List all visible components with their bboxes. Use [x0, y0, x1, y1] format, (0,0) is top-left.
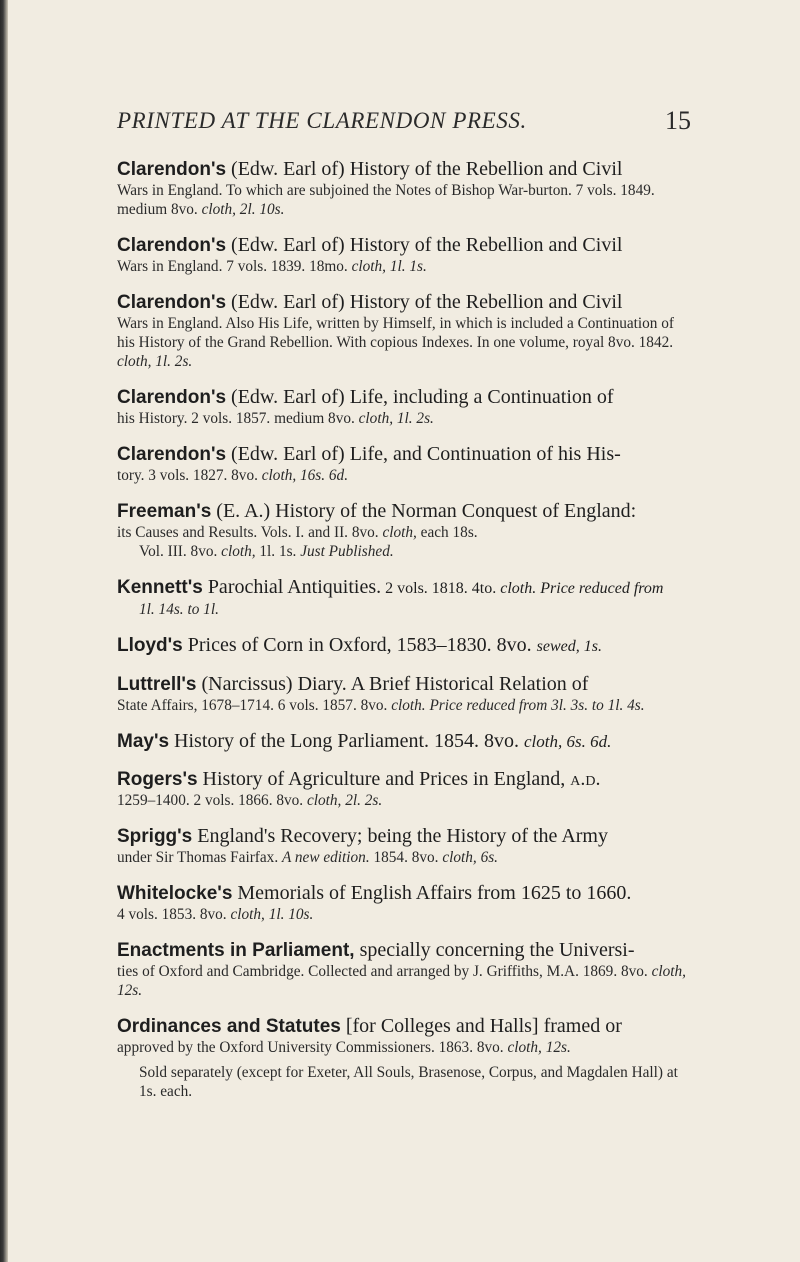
entry-price: 16s. 6d. [296, 467, 349, 484]
entry-price: 12s. [117, 982, 143, 999]
entry-price: 1l. 1s. [255, 543, 301, 560]
entry-price: 1l. 10s. [264, 906, 314, 923]
entry-binding: cloth, [351, 258, 386, 275]
entry-author: Rogers's [117, 769, 198, 790]
entry-price: 2l. 2s. [341, 792, 383, 809]
entry-binding: sewed, [536, 638, 580, 655]
entry-title [117, 158, 691, 181]
entry-title-text: (E. A.) History of the Norman Conquest of England: [211, 500, 637, 522]
entry-description [117, 696, 691, 715]
entry-description [117, 257, 691, 276]
catalogue-entry [117, 386, 691, 428]
entry-title-text: England's Recovery; being the History of the Army [192, 825, 608, 847]
entry-title [117, 1015, 691, 1038]
entry-binding: cloth, [261, 467, 297, 484]
entry-volume-line [117, 542, 691, 561]
entry-title [117, 825, 691, 848]
entry-edition: A new edition. [281, 849, 370, 866]
entry-author: May's [117, 731, 170, 752]
entry-title [117, 500, 691, 523]
catalogue-entry [117, 730, 691, 753]
entry-price: 6s. [476, 849, 498, 866]
entry-details: 4 vols. 1853. 8vo. [117, 906, 231, 923]
catalogue-entry [117, 576, 691, 619]
entry-price: 1l. 1s. [386, 258, 427, 275]
entry-note: Sold separately (except for Exeter, All Souls, Brasenose, Corpus, and Magdalen Hall) at 1s. each. [139, 1064, 678, 1100]
entry-title-text: (Edw. Earl of) History of the Rebellion and Civil [226, 234, 623, 256]
entry-details: tory. 3 vols. 1827. 8vo. [117, 467, 262, 484]
entry-price: 1s. [579, 638, 602, 655]
entry-author: Lloyd's [117, 635, 183, 656]
entry-title [117, 234, 691, 257]
entry-description [117, 600, 691, 619]
entry-author: Clarendon's [117, 235, 227, 256]
entry-price-to: to [591, 697, 604, 714]
catalogue-entry [117, 634, 691, 658]
entry-price: 6s. 6d. [562, 732, 612, 751]
entry-details: under Sir Thomas Fairfax. [117, 849, 282, 866]
entry-details: his History. 2 vols. 1857. medium 8vo. [117, 410, 359, 427]
entry-description [117, 314, 691, 371]
entry-binding: cloth, [230, 906, 265, 923]
entry-title-text: History of the Long Parliament. 1854. 8vo. [169, 730, 524, 752]
entry-author: Clarendon's [117, 387, 227, 408]
entry-description [117, 848, 691, 867]
catalogue-entry [117, 291, 691, 371]
entry-author: Whitelocke's [117, 883, 233, 904]
entry-author: Kennett's [117, 577, 203, 598]
entry-price: 1l. 14s. [139, 601, 188, 618]
entry-details: Wars in England. Also His Life, written by Himself, in which is included a Continuation of his History of the Grand Rebellion. With copious Indexes. In one volume, royal 8vo. 1842. [117, 315, 675, 351]
entry-title [117, 291, 691, 314]
entry-era: a.d. [570, 768, 601, 790]
entry-title-text: specially concerning the Universi- [354, 939, 635, 961]
entry-title [117, 634, 691, 658]
page-header [117, 108, 691, 142]
catalogue-entry [117, 500, 691, 561]
entry-title-text: History of Agriculture and Prices in England, [197, 768, 571, 790]
catalogue-entry [117, 673, 691, 715]
entry-title-text: (Edw. Earl of) History of the Rebellion and Civil [226, 291, 623, 313]
entry-binding: cloth, [221, 543, 256, 560]
catalogue-entry [117, 443, 691, 485]
catalogue-entry [117, 768, 691, 810]
entry-author: Clarendon's [117, 292, 227, 313]
catalogue-entries [117, 158, 691, 1116]
entry-price: 3l. 3s. [547, 697, 592, 714]
entry-title [117, 673, 691, 696]
entry-binding: cloth, [507, 1039, 542, 1056]
entry-details: its Causes and Results. Vols. I. and II. 8vo. [117, 524, 383, 541]
entry-binding: cloth, [201, 201, 236, 218]
entry-title [117, 730, 691, 753]
entry-details: State Affairs, 1678–1714. 6 vols. 1857. 8vo. [117, 697, 392, 714]
entry-price-end: 1l. [199, 601, 219, 618]
entry-binding: cloth, [358, 410, 394, 427]
entry-description [117, 962, 691, 1000]
entry-details: 1854. 8vo. [369, 849, 443, 866]
entry-author: Ordinances and Statutes [117, 1016, 341, 1037]
entry-description [117, 523, 691, 542]
entry-details: Wars in England. To which are subjoined the Notes of Bishop War-burton. 7 vols. 1849. medium 8vo. [117, 182, 655, 218]
entry-price-end: 1l. 4s. [603, 697, 645, 714]
book-spine-shadow [0, 0, 8, 1262]
entry-description [117, 905, 691, 924]
catalogue-entry [117, 234, 691, 276]
entry-title-text: (Edw. Earl of) Life, and Continuation of his His- [226, 443, 621, 465]
entry-details: Vol. III. 8vo. [139, 543, 222, 560]
entry-publication-note: Just Published. [300, 543, 394, 560]
entry-details: approved by the Oxford University Commissioners. 1863. 8vo. [117, 1039, 508, 1056]
entry-price: 1l. 2s. [393, 410, 434, 427]
entry-price: 12s. [541, 1039, 571, 1056]
catalogue-entry [117, 939, 691, 1000]
entry-description [117, 791, 691, 810]
entry-title-text: (Narcissus) Diary. A Brief Historical Relation of [196, 673, 589, 695]
entry-title-text: (Edw. Earl of) Life, including a Continuation of [226, 386, 614, 408]
catalogue-entry [117, 882, 691, 924]
entry-description [117, 466, 691, 485]
running-head: PRINTED AT THE CLARENDON PRESS. [117, 108, 527, 133]
entry-title [117, 768, 691, 791]
entry-title-text: [for Colleges and Halls] framed or [340, 1015, 622, 1037]
catalogue-entry [117, 158, 691, 219]
entry-binding: cloth. Price reduced from [391, 697, 548, 714]
entry-title [117, 939, 691, 962]
entry-binding: cloth. Price reduced from [500, 580, 664, 597]
entry-details: Wars in England. 7 vols. 1839. 18mo. [117, 258, 352, 275]
entry-details: 2 vols. 1818. 4to. [381, 580, 501, 597]
entry-price: 2l. 10s. [235, 201, 285, 218]
entry-binding: cloth, [306, 792, 342, 809]
catalogue-entry [117, 825, 691, 867]
entry-author: Clarendon's [117, 159, 227, 180]
entry-price: 1l. 2s. [151, 353, 193, 370]
entry-title-text: Parochial Antiquities. [202, 576, 382, 598]
entry-binding: cloth, [442, 849, 477, 866]
entry-author: Enactments in Parliament, [117, 940, 355, 961]
entry-title [117, 443, 691, 466]
entry-author: Luttrell's [117, 674, 197, 695]
entry-description [117, 409, 691, 428]
entry-author: Freeman's [117, 501, 212, 522]
entry-description [117, 1038, 691, 1057]
entry-description [117, 181, 691, 219]
entry-binding: cloth, [382, 524, 417, 541]
entry-price: each 18s. [416, 524, 478, 541]
entry-author: Sprigg's [117, 826, 193, 847]
entry-title-text: Memorials of English Affairs from 1625 to 1660. [232, 882, 632, 904]
entry-title-text: Prices of Corn in Oxford, 1583–1830. 8vo. [182, 634, 537, 656]
entry-title-text: (Edw. Earl of) History of the Rebellion and Civil [226, 158, 623, 180]
entry-binding: cloth, [117, 353, 152, 370]
entry-title [117, 576, 691, 600]
entry-title [117, 882, 691, 905]
entry-author: Clarendon's [117, 444, 227, 465]
entry-details: ties of Oxford and Cambridge. Collected and arranged by J. Griffiths, M.A. 1869. 8vo. [117, 963, 652, 980]
page-number: 15 [665, 106, 691, 135]
entry-binding: cloth, [651, 963, 686, 980]
catalogue-entry [117, 1015, 691, 1101]
entry-binding: cloth, [524, 732, 563, 751]
entry-price-to: to [187, 601, 200, 618]
entry-title [117, 386, 691, 409]
entry-details: 1259–1400. 2 vols. 1866. 8vo. [117, 792, 307, 809]
